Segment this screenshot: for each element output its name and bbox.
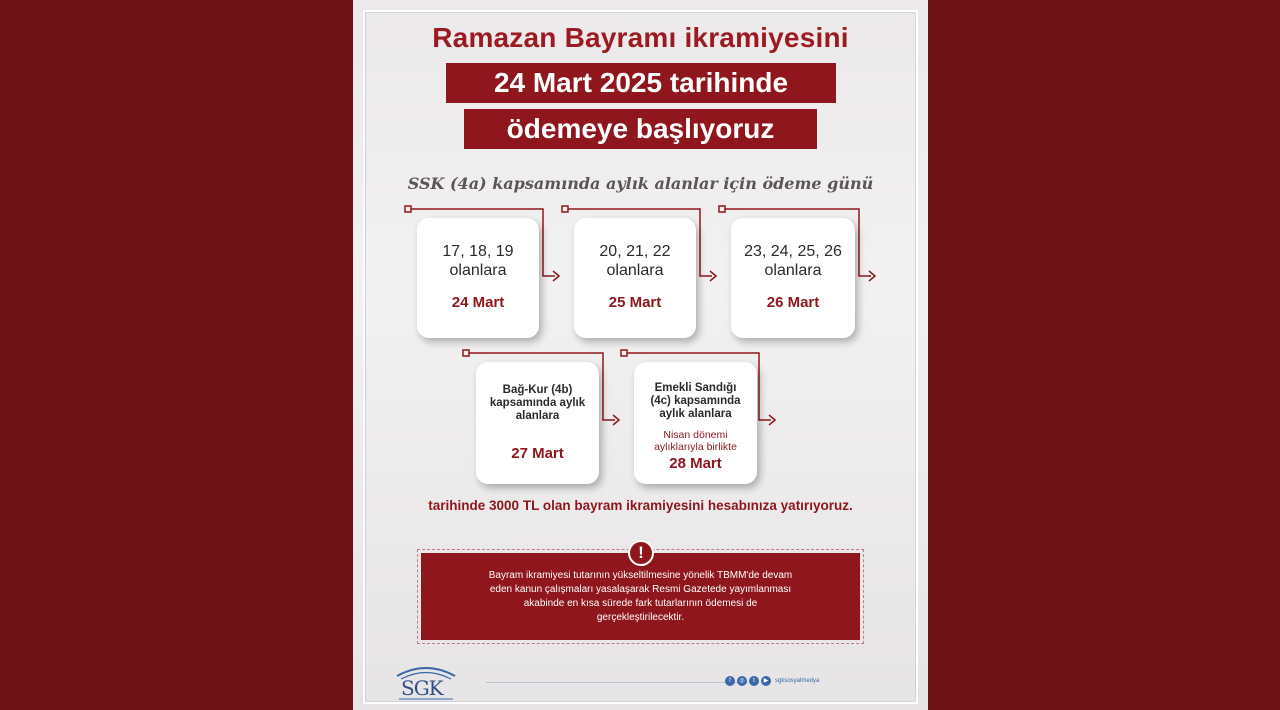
instagram-icon[interactable]: ◎ <box>737 676 747 686</box>
ssk-card-2-olanlara: olanlara <box>606 262 664 279</box>
title-line-2: 24 Mart 2025 tarihinde <box>446 63 836 103</box>
ssk-card-2 <box>574 218 696 338</box>
ssk-card-1-olanlara: olanlara <box>449 262 507 279</box>
sgk-logo <box>391 662 461 702</box>
emekli-note-2: aylıklarıyla birlikte <box>654 441 737 453</box>
ssk-card-3 <box>731 218 855 338</box>
ssk-card-1-date: 24 Mart <box>451 294 505 311</box>
twitter-icon[interactable]: t <box>749 676 759 686</box>
social-handle[interactable]: sgksosyalmedya <box>775 678 820 684</box>
footer-rule <box>486 682 748 683</box>
ssk-card-1 <box>417 218 539 338</box>
youtube-icon[interactable]: ▶ <box>761 676 771 686</box>
warning-line-3: akabinde en kısa sürede fark tutarlarının ödemesi de <box>523 598 758 609</box>
bagkur-line-1: Bağ-Kur (4b) <box>502 384 573 396</box>
ssk-card-3-days: 23, 24, 25, 26 <box>744 243 842 260</box>
emekli-line-2: (4c) kapsamında <box>650 395 741 407</box>
emekli-date: 28 Mart <box>669 455 722 472</box>
bagkur-line-2: kapsamında aylık <box>489 397 586 409</box>
ssk-card-1-days: 17, 18, 19 <box>442 243 514 260</box>
warning-line-4: gerçekleştirilecektir. <box>596 612 685 623</box>
facebook-icon[interactable]: f <box>725 676 735 686</box>
sgk-logo-text: SGK <box>401 676 443 700</box>
bagkur-card <box>476 362 599 484</box>
ssk-card-2-days: 20, 21, 22 <box>599 243 671 260</box>
bagkur-date: 27 Mart <box>511 445 564 462</box>
ssk-card-3-olanlara: olanlara <box>764 262 822 279</box>
emekli-note-1: Nisan dönemi <box>663 429 728 441</box>
ssk-card-2-date: 25 Mart <box>608 294 662 311</box>
emekli-line-1: Emekli Sandığı <box>654 382 737 394</box>
emekli-line-3: aylık alanlara <box>659 408 732 420</box>
infographic-poster <box>353 0 928 710</box>
warning-box <box>421 553 860 640</box>
bagkur-line-3: alanlara <box>515 410 560 422</box>
exclamation-icon: ! <box>628 540 654 566</box>
emekli-card <box>634 362 757 484</box>
title-line-1: Ramazan Bayramı ikramiyesini <box>432 22 849 53</box>
title-line-3: ödemeye başlıyoruz <box>464 109 817 149</box>
ssk-heading: SSK (4a) kapsamında aylık alanlar için ödeme günü <box>407 174 874 193</box>
ssk-card-3-date: 26 Mart <box>766 294 820 311</box>
warning-line-2: eden kanun çalışmaları yasalaşarak Resmi Gazetede yayımlanması <box>489 584 792 595</box>
warning-line-1: Bayram ikramiyesi tutarının yükseltilmesine yönelik TBMM'de devam <box>488 570 793 581</box>
summary-text: tarihinde 3000 TL olan bayram ikramiyesini hesabınıza yatırıyoruz. <box>428 498 853 513</box>
